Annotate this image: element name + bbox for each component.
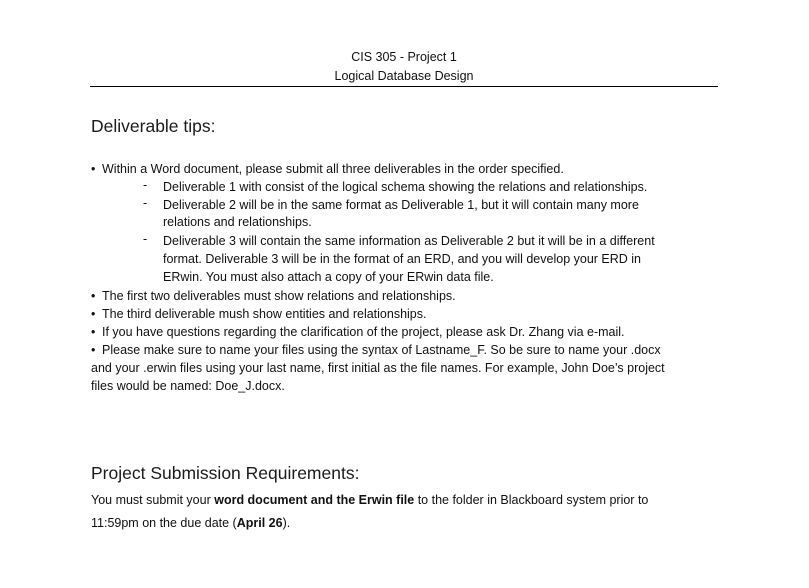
submission-paragraph-line: [91, 491, 648, 509]
submission-text: to the folder in Blackboard system prior to: [414, 493, 649, 507]
sub-item-text: format. Deliverable 3 will be in the format of an ERD, and you will develop your ERD in: [163, 252, 641, 266]
bullet-text: If you have questions regarding the clarification of the project, please ask Dr. Zhang via e-mail.: [102, 325, 625, 339]
sub-item-text: ERwin. You must also attach a copy of your ERwin data file.: [163, 270, 494, 284]
dash-icon: -: [143, 178, 148, 192]
submission-bold-text: word document and the Erwin file: [214, 493, 415, 507]
sub-item-text: Deliverable 3 will contain the same information as Deliverable 2 but it will be in a different: [163, 234, 655, 248]
bullet-text: Please make sure to name your files using the syntax of Lastname_F. So be sure to name your .docx: [102, 343, 661, 357]
bullet-item: [91, 341, 661, 359]
submission-heading: Project Submission Requirements:: [91, 463, 360, 483]
bullet-continuation: and your .erwin files using your last name, first initial as the file names. For example, John Doe’s project: [91, 361, 665, 375]
bullet-icon: •: [91, 325, 96, 339]
bullet-continuation: files would be named: Doe_J.docx.: [91, 379, 285, 393]
bullet-text: Within a Word document, please submit all three deliverables in the order specified.: [102, 162, 564, 176]
bullet-icon: •: [91, 343, 96, 357]
bullet-item: [91, 305, 426, 323]
header-divider: [90, 86, 718, 87]
deliverable-tips-heading: Deliverable tips:: [91, 116, 216, 136]
bullet-text: The first two deliverables must show relations and relationships.: [102, 289, 456, 303]
bullet-icon: •: [91, 289, 96, 303]
bullet-icon: •: [91, 307, 96, 321]
dash-icon: -: [143, 232, 148, 246]
due-date: April 26: [236, 516, 283, 530]
document-header: [90, 48, 718, 86]
bullet-item: [91, 323, 625, 341]
course-title: CIS 305 - Project 1: [351, 50, 457, 64]
submission-text: ).: [282, 516, 291, 530]
bullet-text: The third deliverable mush show entities and relationships.: [102, 307, 427, 321]
bullet-icon: •: [91, 162, 96, 176]
sub-item-text: relations and relationships.: [163, 215, 312, 229]
submission-paragraph-line: [91, 514, 290, 532]
submission-text: You must submit your: [91, 493, 215, 507]
sub-item-text: Deliverable 2 will be in the same format as Deliverable 1, but it will contain many more: [163, 198, 639, 212]
bullet-item: [91, 160, 564, 178]
document-subtitle: Logical Database Design: [334, 69, 474, 83]
submission-text: 11:59pm on the due date (: [91, 516, 237, 530]
sub-item-text: Deliverable 1 with consist of the logical schema showing the relations and relationships.: [163, 180, 648, 194]
dash-icon: -: [143, 196, 148, 210]
bullet-item: [91, 287, 456, 305]
